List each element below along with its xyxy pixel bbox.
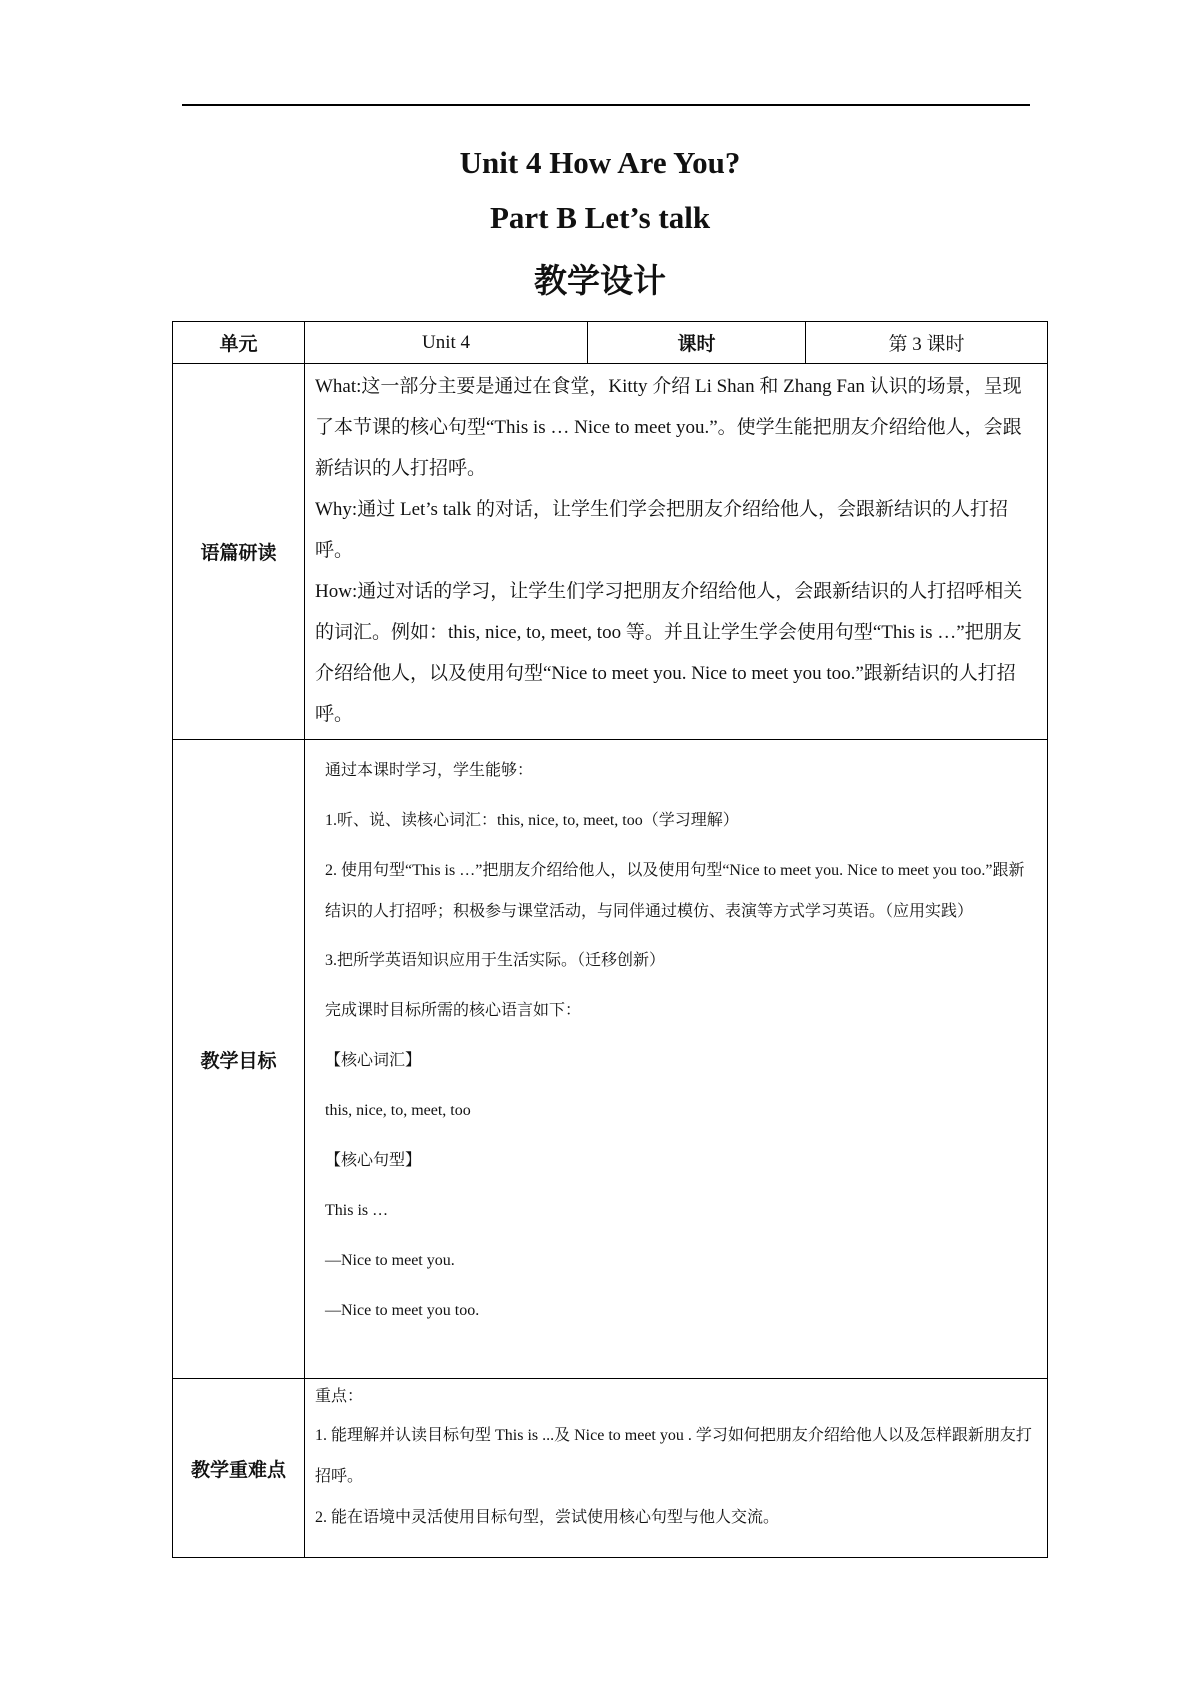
goals-intro: 通过本课时学习，学生能够：	[325, 762, 534, 779]
table-row-keys	[173, 1379, 1048, 1558]
key-2: 2. 能在语境中灵活使用目标句型，尝试使用核心句型与他人交流。	[315, 1509, 780, 1526]
pattern-1: This is …	[325, 1202, 389, 1219]
table-row-reading	[173, 364, 1048, 740]
reading-cell	[305, 364, 1048, 740]
keys-heading: 重点：	[315, 1388, 364, 1405]
pattern-heading: 【核心句型】	[325, 1152, 422, 1169]
keys-label: 教学重难点	[173, 1379, 305, 1558]
table-row-goals	[173, 740, 1048, 1379]
pattern-2: —Nice to meet you.	[325, 1252, 455, 1269]
vocab-heading: 【核心词汇】	[325, 1052, 422, 1069]
doc-title: Unit 4 How Are You?	[459, 145, 741, 180]
goals-cell	[305, 740, 1048, 1379]
key-1: 1. 能理解并认读目标句型 This is ...及 Nice to meet you . 学习如何把朋友介绍给他人以及怎样跟新朋友打招呼。	[315, 1427, 1032, 1485]
reading-what: What:这一部分主要是通过在食堂，Kitty 介绍 Li Shan 和 Zhang Fan 认识的场景，呈现了本节课的核心句型“This is … Nice to meet you.”。使学生能把朋友介绍给他人，会跟新结识的人打招呼。	[315, 376, 1022, 479]
doc-subtitle: Part B Let’s talk	[489, 200, 711, 235]
reading-how: How:通过对话的学习，让学生们学习把朋友介绍给他人，会跟新结识的人打招呼相关的词汇。例如：this, nice, to, meet, too 等。并且让学生学会使用句型“This is …”把朋友介绍给他人，以及使用句型“Nice to meet you. Nice to meet you too.”跟新结识的人打招呼。	[315, 581, 1023, 725]
vocab-list: this, nice, to, meet, too	[325, 1102, 471, 1119]
core-intro: 完成课时目标所需的核心语言如下：	[325, 1002, 582, 1019]
goal-1: 1.听、说、读核心词汇：this, nice, to, meet, too（学习理解）	[325, 812, 739, 829]
lesson-label: 课时	[588, 322, 806, 364]
header-rule	[182, 104, 1030, 106]
reading-why: Why:通过 Let’s talk 的对话，让学生们学会把朋友介绍给他人，会跟新结识的人打招呼。	[315, 499, 1008, 561]
unit-label: 单元	[173, 322, 305, 364]
doc-heading: 教学设计	[534, 261, 666, 300]
goals-label: 教学目标	[173, 740, 305, 1379]
unit-value: Unit 4	[305, 322, 588, 364]
keys-cell	[305, 1379, 1048, 1558]
pattern-3: —Nice to meet you too.	[325, 1302, 480, 1319]
lesson-value: 第 3 课时	[806, 322, 1048, 364]
lesson-plan-table	[172, 321, 1048, 1558]
goal-2: 2. 使用句型“This is …”把朋友介绍给他人，以及使用句型“Nice to meet you. Nice to meet you too.”跟新结识的人打招呼；积极参与课堂活动，与同伴通过模仿、表演等方式学习英语。（应用实践）	[325, 862, 1025, 920]
reading-label: 语篇研读	[173, 364, 305, 740]
table-row-unit	[173, 322, 1048, 364]
goal-3: 3.把所学英语知识应用于生活实际。（迁移创新）	[325, 952, 666, 969]
